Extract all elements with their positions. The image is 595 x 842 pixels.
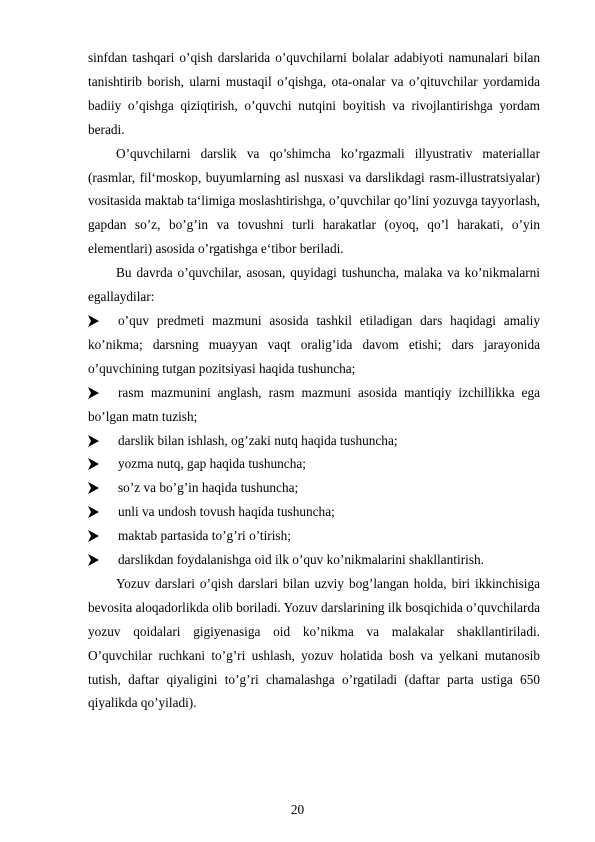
bullet-text: darslik bilan ishlash, og’zaki nutq haqida tushuncha;	[118, 432, 398, 448]
bullet-item	[88, 381, 540, 429]
bullet-item	[88, 452, 540, 476]
bullet-text: rasm mazmunini anglash, rasm mazmuni asosida mantiqiy izchillikka ega bo’lgan matn tuzish;	[88, 384, 540, 424]
paragraph-visual-materials: O’quvchilarni darslik va qo’shimcha ko’rgazmali illyustrativ materiallar (rasmlar, fil‘moskop, buyumlarning asl nusxasi va darslikdagi rasm-illustratsiyalar) vositasida maktab ta‘limiga moslashtirishga, o’quvchilar qo’lini yozuvga tayyorlash, gapdan so’z, bo’g’in va tovushni turli harakatlar (oyoq, qo’l harakati, o’yin elementlari) asosida o’rgatishga e‘tibor beriladi.	[88, 145, 540, 257]
bullet-item	[88, 429, 540, 453]
arrowhead-bullet-icon	[88, 476, 102, 500]
bullet-item	[88, 524, 540, 548]
arrowhead-bullet-icon	[88, 429, 102, 453]
body-text	[88, 46, 540, 715]
arrowhead-bullet-icon	[88, 548, 102, 572]
bullet-text: darslikdan foydalanishga oid ilk o’quv ko’nikmalarini shakllantirish.	[118, 552, 484, 568]
paragraph-skills-intro: Bu davrda o’quvchilar, asosan, quyidagi tushuncha, malaka va ko’nikmalarni egallaydilar:	[88, 265, 540, 305]
arrowhead-bullet-icon	[88, 500, 102, 524]
bullet-text: maktab partasida to’g’ri o’tirish;	[118, 528, 291, 544]
bullet-text: unli va undosh tovush haqida tushuncha;	[118, 504, 335, 520]
arrowhead-bullet-icon	[88, 381, 102, 405]
bullet-item	[88, 476, 540, 500]
bullet-text: o’quv predmeti mazmuni asosida tashkil etiladigan dars haqidagi amaliy ko’nikma; darsning muayyan vaqt oralig’ida davom etishi; dars jarayonida o’quvchining tutgan pozitsiyasi haqida tushuncha;	[88, 312, 540, 376]
paragraph-intro-continuation: sinfdan tashqari o’qish darslarida o’quvchilarni bolalar adabiyoti namunalari bilan tanishtirib borish, ularni mustaqil o’qishga, ota-onalar va o’qituvchilar yordamida badiiy o’qishga qiziqtirish, o’quvchi nutqini boyitish va rivojlantirishga yordam beradi.	[88, 50, 540, 137]
arrowhead-bullet-icon	[88, 309, 102, 333]
arrowhead-bullet-icon	[88, 452, 102, 476]
paragraph-writing-lessons: Yozuv darslari o’qish darslari bilan uzviy bog’langan holda, biri ikkinchisiga bevosita aloqadorlikda olib boriladi. Yozuv darslarining ilk bosqichida o’quvchilarda yozuv qoidalari gigiyenasiga oid ko’nikma va malakalar shakllantiriladi. O’quvchilar ruchkani to’g’ri ushlash, yozuv holatida bosh va yelkani mutanosib tutish, daftar qiyaligini to’g’ri chamalashga o’rgatiladi (daftar parta ustiga 650 qiyalikda qo’yiladi).	[88, 575, 541, 711]
bullet-item	[88, 500, 540, 524]
page-number: 20	[290, 802, 305, 817]
bullet-item	[88, 309, 540, 381]
arrowhead-bullet-icon	[88, 524, 102, 548]
bullet-text: yozma nutq, gap haqida tushuncha;	[118, 456, 306, 472]
bullet-text: so’z va bo’g’in haqida tushuncha;	[118, 480, 299, 496]
bullet-item	[88, 548, 540, 572]
